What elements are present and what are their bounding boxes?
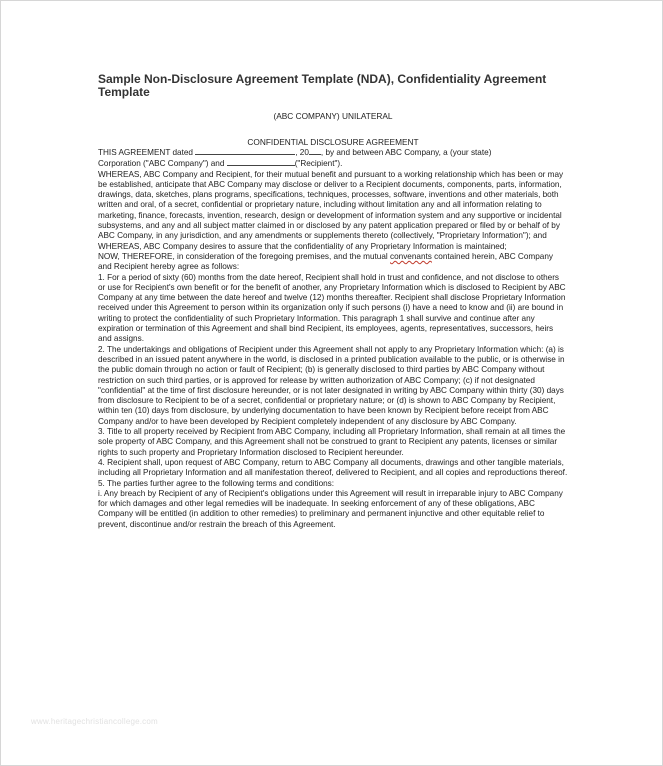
clause-4: 4. Recipient shall, upon request of ABC Company, return to ABC Company all documents, drawings and other tangible materials, including all Proprietary Information and all manifestation thereof, delivered to Recipient, and all copies and reproductions thereof.	[98, 457, 568, 478]
clause-5: 5. The parties further agree to the following terms and conditions:	[98, 478, 335, 488]
clause-i: i. Any breach by Recipient of any of Recipient's obligations under this Agreement will result in irreparable injury to ABC Company for which damages and other legal remedies will be inadequate. In seeking enforcement of any of these obligations, ABC Company will be entitled (in addition to other remedies) to preliminary and permanent injunctive and other equitable relief to prevent, discontinue and/or restrain the breach of this Agreement.	[98, 488, 563, 529]
whereas-paragraph-1: WHEREAS, ABC Company and Recipient, for their mutual benefit and pursuant to a working relationship which has been or may be established, anticipate that ABC Company may disclose or deliver to a Recipient documents, components, parts, information, drawings, data, sketches, plans programs, specifications, techniques, processes, software, inventions and other materials, both written and oral, of a secret, confidential or proprietary nature, including without limitation any and all information relating to marketing, finance, forecasts, invention, research, design or development of information system and any supportive or incidental subsystems, and any and all subject matter claimed in or disclosed by any patent application prepared or filed by or behalf of by ABC Company, in any jurisdiction, and any amendments or supplements thereto (collectively, "Proprietary Information"); and	[98, 169, 564, 241]
date-blank[interactable]	[195, 147, 295, 155]
whereas-paragraph-2: WHEREAS, ABC Company desires to assure that the confidentiality of any Proprietary Information is maintained;	[98, 241, 507, 251]
now-therefore-text-1: NOW, THEREFORE, in consideration of the foregoing premises, and the mutual	[98, 251, 391, 261]
agreement-text-2: , 20	[295, 148, 309, 157]
document-title: Sample Non-Disclosure Agreement Template (NDA), Confidentiality Agreement Template	[98, 72, 547, 99]
now-therefore-text-2: contained herein, ABC Company and Recipient hereby agree as follows:	[98, 251, 553, 272]
agreement-text-4: Corporation ("ABC Company") and	[98, 159, 225, 169]
agreement-text-3: , by and between ABC Company, a (your state)	[320, 148, 492, 157]
agreement-text-1: THIS AGREEMENT dated	[98, 148, 193, 157]
spelling-flagged-word[interactable]: convenants	[390, 251, 432, 261]
clause-3: 3. Title to all property received by Recipient from ABC Company, including all Proprietary Information, shall remain at all times the sole property of ABC Company, and this Agreement shall not be construed to grant to Recipient any patents, licenses or similar rights to such property and Proprietary Information disclosed to Recipient hereunder.	[98, 427, 566, 457]
clause-1: 1. For a period of sixty (60) months from the date hereof, Recipient shall hold in trust and confidence, and not disclose to others or use for Recipient's own benefit or for the benefit of another, any Proprietary Information which is disclosed to Recipient by ABC Company at any time between the date hereof and twelve (12) months thereafter. Recipient shall disclose Proprietary Information received under this Agreement to person within its organization only if such persons (i) have a need to know and (ii) are bound in writing to protect the confidentiality of such Proprietary Information. This paragraph 1 shall survive and continue after any expiration or termination of this Agreement and shall bind Recipient, its employees, agents, representatives, successors, heirs and assigns.	[98, 272, 566, 344]
watermark-text: www.heritagechristiancollege.com	[31, 717, 158, 726]
agreement-text-5: ("Recipient").	[294, 159, 343, 169]
agreement-heading: CONFIDENTIAL DISCLOSURE AGREEMENT	[247, 137, 419, 147]
document-body	[98, 73, 568, 530]
company-heading: (ABC COMPANY) UNILATERAL	[273, 111, 393, 121]
year-blank[interactable]	[309, 147, 321, 155]
clause-2: 2. The undertakings and obligations of Recipient under this Agreement shall not apply to any Proprietary Information which: (a) is described in an issued patent anywhere in the world, is disclosed in a printed publication available to the public, or is otherwise in the public domain through no action or fault of Recipient; (b) is generally disclosed to third parties by ABC Company without restriction on such third parties, or is approved for release by written authorization of ABC Company; (c) if not designated "confidential" at the time of first disclosure hereunder, or is not later designated in writing by ABC Company within thirty (30) days from disclosure to Recipient to be of a secret, confidential or proprietary nature; or (d) is shown to ABC Company by Recipient, within ten (10) days from disclosure, by underlying documentation to have been known by Recipient before receipt from ABC Company and/or to have been developed by Recipient completely independent of any disclosure by ABC Company.	[98, 344, 565, 426]
now-therefore-paragraph	[98, 252, 568, 273]
agreement-date-line	[98, 147, 568, 170]
recipient-blank[interactable]	[227, 158, 295, 166]
